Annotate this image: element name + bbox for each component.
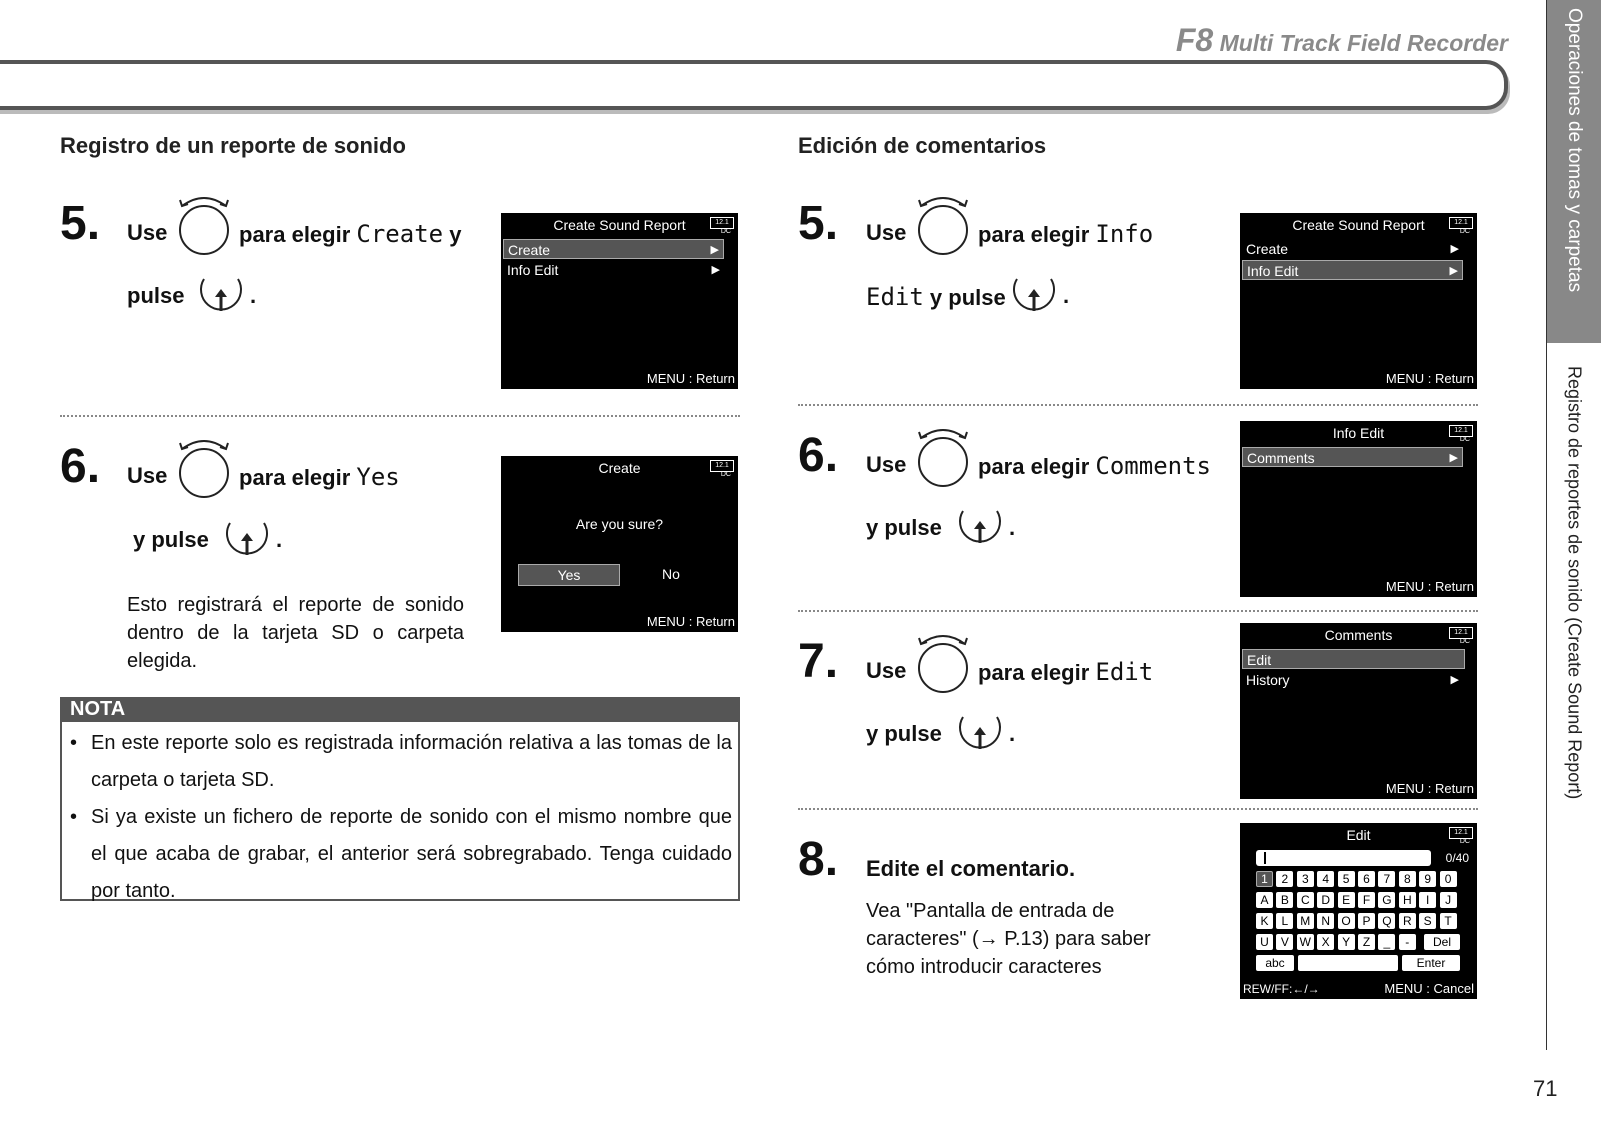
- screen-title: Comments: [1324, 627, 1393, 643]
- battery-icon: 12.1: [710, 217, 734, 229]
- push-dial-icon: [955, 495, 1005, 545]
- space-key[interactable]: [1298, 955, 1398, 971]
- keyboard-key[interactable]: V: [1276, 934, 1293, 950]
- step-number: 8.: [798, 833, 839, 886]
- keyboard-key[interactable]: B: [1276, 892, 1293, 908]
- keyboard-key[interactable]: P: [1358, 913, 1375, 929]
- model-name: F8: [1175, 22, 1214, 58]
- battery-icon: 12.1: [1449, 627, 1473, 639]
- push-dial-icon: [196, 263, 246, 313]
- keyboard-key[interactable]: X: [1317, 934, 1334, 950]
- menu-item[interactable]: Edit: [1242, 649, 1465, 669]
- keyboard-key[interactable]: 1: [1256, 871, 1273, 887]
- battery-icon: 12.1: [1449, 827, 1473, 839]
- step-text: pulse: [127, 283, 185, 308]
- keyboard-key[interactable]: L: [1276, 913, 1293, 929]
- keyboard-key[interactable]: 6: [1358, 871, 1375, 887]
- keyboard-key[interactable]: T: [1440, 913, 1457, 929]
- screen-comments: [1240, 623, 1477, 799]
- keyboard-key[interactable]: 3: [1297, 871, 1314, 887]
- step-text: para elegir Info: [978, 220, 1154, 248]
- push-dial-icon: [1009, 263, 1059, 313]
- dc-label: DC: [1459, 638, 1470, 645]
- header-bar: [0, 60, 1508, 110]
- keyboard-key[interactable]: G: [1378, 892, 1395, 908]
- keyboard-key[interactable]: A: [1256, 892, 1273, 908]
- keyboard-key[interactable]: U: [1256, 934, 1273, 950]
- section-side-label: Registro de reportes de sonido (Create Sound Report): [1564, 366, 1585, 800]
- no-button[interactable]: No: [662, 566, 680, 582]
- char-counter: 0/40: [1445, 851, 1469, 865]
- keyboard-key[interactable]: C: [1297, 892, 1314, 908]
- arrow-right-icon: ▶: [1450, 243, 1459, 255]
- step-text: Edit y pulse: [866, 283, 1006, 311]
- menu-target: Edit: [866, 283, 924, 311]
- note-title: NOTA: [60, 697, 740, 722]
- step-number: 5.: [60, 197, 101, 250]
- screen-footer: MENU : Cancel: [1384, 981, 1474, 996]
- keyboard-key[interactable]: Z: [1358, 934, 1375, 950]
- screen-footer: MENU : Return: [1385, 579, 1474, 594]
- dial-icon: [179, 205, 229, 255]
- confirm-question: Are you sure?: [575, 516, 664, 532]
- arrow-right-icon: ▶: [710, 244, 719, 256]
- step-description: Esto registrará el reporte de sonido dentro de la tarjeta SD o carpeta elegida.: [127, 594, 464, 672]
- screen-title: Create Sound Report: [553, 217, 686, 233]
- menu-item[interactable]: Info Edit ▶: [1242, 260, 1463, 280]
- dial-icon: [179, 448, 229, 498]
- dc-label: DC: [1459, 228, 1470, 235]
- keyboard-key[interactable]: O: [1338, 913, 1355, 929]
- step-text: Use: [127, 463, 168, 488]
- menu-target: Comments: [1095, 452, 1211, 480]
- screen-create-sound-report-info: [1240, 213, 1477, 389]
- arrow-right-icon: ▶: [711, 264, 720, 276]
- divider: [798, 404, 1478, 406]
- menu-item[interactable]: Create ▶: [503, 239, 724, 259]
- screen-footer: MENU : Return: [1385, 371, 1474, 386]
- keyboard-key[interactable]: 8: [1399, 871, 1416, 887]
- arrow-right-icon: ▶: [1450, 674, 1459, 686]
- step-text: Use: [866, 220, 907, 245]
- step-dot: .: [276, 527, 283, 552]
- screen-edit-keyboard: [1240, 823, 1477, 999]
- battery-icon: 12.1: [1449, 217, 1473, 229]
- step-number: 6.: [798, 429, 839, 482]
- step-text: y pulse: [866, 721, 942, 746]
- dc-label: DC: [1459, 838, 1470, 845]
- note-item: • Si ya existe un fichero de reporte de sonido con el mismo nombre que el que acaba de grabar, el anterior será sobregrabado. Tenga cuidado por tanto.: [70, 799, 732, 910]
- battery-icon: 12.1: [710, 460, 734, 472]
- screen-info-edit: [1240, 421, 1477, 597]
- keyboard-key[interactable]: F: [1358, 892, 1375, 908]
- push-dial-icon: [222, 507, 272, 557]
- step-text: y pulse: [133, 527, 209, 552]
- keyboard-key[interactable]: K: [1256, 913, 1273, 929]
- keyboard-key[interactable]: 0: [1440, 871, 1457, 887]
- screen-title: Create Sound Report: [1292, 217, 1425, 233]
- abc-key[interactable]: abc: [1256, 955, 1294, 971]
- arrow-right-icon: ▶: [1449, 452, 1458, 464]
- screen-title: Create: [598, 460, 641, 476]
- screen-footer: MENU : Return: [646, 614, 735, 629]
- product-name: Multi Track Field Recorder: [1219, 30, 1508, 56]
- chapter-tab-label: Operaciones de tomas y carpetas: [1564, 8, 1585, 293]
- dc-label: DC: [720, 471, 731, 478]
- step-text: para elegir Comments: [978, 452, 1211, 480]
- battery-icon: 12.1: [1449, 425, 1473, 437]
- divider: [798, 610, 1478, 612]
- keyboard-key[interactable]: 4: [1317, 871, 1334, 887]
- menu-item[interactable]: Info Edit ▶: [507, 262, 720, 278]
- menu-target: Info: [1095, 220, 1154, 248]
- keyboard-key[interactable]: 5: [1338, 871, 1355, 887]
- step-text: Use: [866, 658, 907, 683]
- keyboard-key[interactable]: S: [1419, 913, 1436, 929]
- dial-icon: [918, 437, 968, 487]
- menu-item[interactable]: Create ▶: [1246, 241, 1459, 257]
- left-heading: Registro de un reporte de sonido: [60, 133, 406, 158]
- step-number: 6.: [60, 440, 101, 493]
- push-dial-icon: [955, 701, 1005, 751]
- dc-label: DC: [720, 228, 731, 235]
- screen-title: Info Edit: [1332, 425, 1385, 441]
- dial-icon: [918, 643, 968, 693]
- note-body: [70, 725, 732, 910]
- del-key[interactable]: Del: [1424, 934, 1460, 950]
- divider: [798, 808, 1478, 810]
- screen-footer-left: REW/FF:←/→: [1243, 982, 1320, 996]
- yes-button[interactable]: Yes: [518, 564, 620, 586]
- screen-footer: MENU : Return: [646, 371, 735, 386]
- keyboard-key[interactable]: H: [1399, 892, 1416, 908]
- keyboard-key[interactable]: E: [1338, 892, 1355, 908]
- right-heading: Edición de comentarios: [798, 133, 1047, 158]
- keyboard-key[interactable]: J: [1440, 892, 1457, 908]
- arrow-right-icon: ▶: [1449, 265, 1458, 277]
- screen-create-sound-report: [501, 213, 738, 389]
- keyboard-key[interactable]: 2: [1276, 871, 1293, 887]
- step-dot: .: [1009, 721, 1016, 746]
- step-title: Edite el comentario.: [866, 856, 1076, 881]
- step-description: Vea "Pantalla de entrada de caracteres" (→ P.13) para saber cómo introducir caracteres: [866, 900, 1151, 978]
- keyboard-key[interactable]: D: [1317, 892, 1334, 908]
- keyboard-key[interactable]: N: [1317, 913, 1334, 929]
- enter-key[interactable]: Enter: [1402, 955, 1460, 971]
- dc-label: DC: [1459, 436, 1470, 443]
- keyboard-key[interactable]: -: [1399, 934, 1416, 950]
- keyboard-key[interactable]: 9: [1419, 871, 1436, 887]
- menu-item[interactable]: History ▶: [1246, 672, 1459, 688]
- divider: [60, 415, 740, 417]
- keyboard-key[interactable]: Y: [1338, 934, 1355, 950]
- dial-icon: [918, 205, 968, 255]
- keyboard-key[interactable]: Q: [1378, 913, 1395, 929]
- step-dot: .: [1063, 283, 1070, 308]
- screen-footer: MENU : Return: [1385, 781, 1474, 796]
- menu-target: Create: [356, 220, 444, 248]
- step-dot: .: [250, 283, 257, 308]
- keyboard-key[interactable]: _: [1378, 934, 1395, 950]
- keyboard-key[interactable]: 7: [1378, 871, 1395, 887]
- step-text: para elegir Create y: [239, 220, 462, 248]
- document-title: [1176, 22, 1508, 59]
- menu-target: Edit: [1095, 658, 1154, 686]
- menu-item[interactable]: Comments ▶: [1242, 447, 1463, 467]
- comment-input[interactable]: [1256, 850, 1431, 866]
- step-text: Use: [127, 220, 168, 245]
- step-number: 7.: [798, 635, 839, 688]
- step-text: para elegir Edit: [978, 658, 1154, 686]
- step-text: para elegir Yes: [239, 463, 400, 491]
- screen-create-confirm: [501, 456, 738, 632]
- keyboard-key[interactable]: W: [1297, 934, 1314, 950]
- step-number: 5.: [798, 197, 839, 250]
- keyboard-key[interactable]: R: [1399, 913, 1416, 929]
- step-text: Use: [866, 452, 907, 477]
- menu-target: Yes: [356, 463, 400, 491]
- keyboard-key[interactable]: I: [1419, 892, 1436, 908]
- note-item: • En este reporte solo es registrada información relativa a las tomas de la carpeta o tarjeta SD.: [70, 725, 732, 799]
- keyboard-key[interactable]: M: [1297, 913, 1314, 929]
- step-dot: .: [1009, 515, 1016, 540]
- step-text: y pulse: [866, 515, 942, 540]
- screen-title: Edit: [1346, 827, 1371, 843]
- page-number: 71: [1533, 1076, 1558, 1101]
